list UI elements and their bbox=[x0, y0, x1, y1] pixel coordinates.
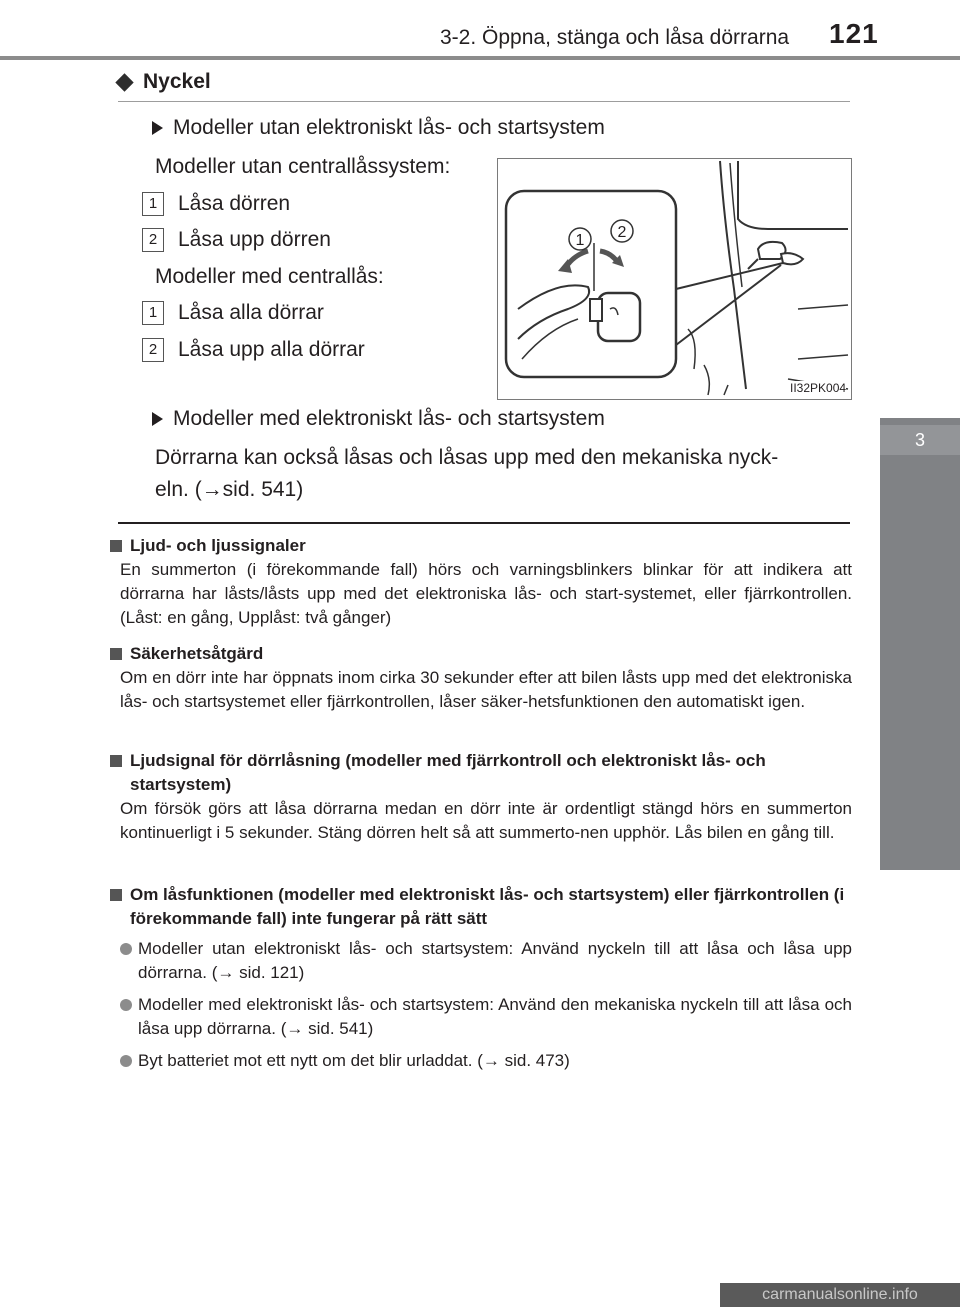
step-text: Låsa alla dörrar bbox=[178, 301, 324, 324]
key-illustration bbox=[497, 158, 852, 400]
step-unlock-door bbox=[142, 228, 331, 252]
square-bullet-icon bbox=[110, 540, 122, 552]
step-number: 1 bbox=[142, 192, 164, 216]
round-bullet-icon bbox=[120, 999, 132, 1011]
step-number: 1 bbox=[142, 301, 164, 325]
mechanical-key-text-1: Dörrarna kan också låsas och låsas upp med den mekaniska nyck- bbox=[155, 446, 779, 469]
side-tab-number: 3 bbox=[880, 425, 960, 455]
note-body: Om en dörr inte har öppnats inom cirka 30 sekunder efter att bilen låsts upp med det elektroniska lås- och startsystemet eller fjärrkontrollen, låser säker-hetsfunktionen den automatiskt igen. bbox=[120, 668, 852, 711]
section-title: Nyckel bbox=[143, 70, 211, 93]
section-rule bbox=[118, 101, 850, 102]
step-lock-all bbox=[142, 301, 324, 325]
illus-label-1: 1 bbox=[575, 232, 585, 249]
page-number: 121 bbox=[829, 18, 879, 49]
square-bullet-icon bbox=[110, 755, 122, 767]
step-number: 2 bbox=[142, 338, 164, 362]
round-bullet-icon bbox=[120, 1055, 132, 1067]
illus-label-2: 2 bbox=[617, 224, 627, 241]
note-title: Ljud- och ljussignaler bbox=[110, 534, 852, 558]
step-text: Låsa upp dörren bbox=[178, 228, 331, 251]
subsection-heading-1 bbox=[152, 116, 605, 140]
list-item: Byt batteriet mot ett nytt om det blir urladdat. (→ sid. 473) bbox=[110, 1049, 852, 1073]
note-safety bbox=[110, 642, 852, 714]
note-signals bbox=[110, 534, 852, 630]
subsection-heading-2 bbox=[152, 407, 605, 431]
note-title: Ljudsignal för dörrlåsning (modeller med fjärrkontroll och elektroniskt lås- och startsystem) bbox=[110, 749, 852, 797]
triangle-icon bbox=[152, 412, 163, 426]
note-body: Om försök görs att låsa dörrarna medan en dörr inte är ordentligt stängd hörs en summerton kontinuerligt i 5 sekunder. Stäng dörren helt så att summerto-nen upphör. Lås bilen en gång till. bbox=[120, 799, 852, 842]
side-tab-label: Funktionen hos respektive komponent bbox=[899, 927, 919, 1232]
side-tab[interactable] bbox=[880, 418, 960, 870]
square-bullet-icon bbox=[110, 648, 122, 660]
central-lock-label: Modeller med centrallås: bbox=[155, 265, 384, 288]
note-title: Om låsfunktionen (modeller med elektroniskt lås- och startsystem) eller fjärrkontrollen (i förekommande fall) inte fungerar på rätt sätt bbox=[110, 883, 852, 931]
step-number: 2 bbox=[142, 228, 164, 252]
note-lock-signal bbox=[110, 749, 852, 845]
step-unlock-all bbox=[142, 338, 365, 362]
square-bullet-icon bbox=[110, 889, 122, 901]
mechanical-key-text-2: eln. (→sid. 541) bbox=[155, 478, 304, 501]
step-text: Låsa dörren bbox=[178, 192, 291, 215]
note-malfunction bbox=[110, 883, 852, 1073]
triangle-icon bbox=[152, 121, 163, 135]
subsection-title-1: Modeller utan elektroniskt lås- och startsystem bbox=[173, 116, 605, 139]
note-body: En summerton (i förekommande fall) hörs och varningsblinkers blinkar för att indikera att dörrarna har låsts/låsts upp med det elektroniska lås- och start-systemet, eller fjärrkontrollen. (Låst: en gång, Upplåst: två gånger) bbox=[120, 560, 852, 627]
subsection-title-2: Modeller med elektroniskt lås- och startsystem bbox=[173, 407, 605, 430]
watermark[interactable]: carmanualsonline.info bbox=[720, 1283, 960, 1307]
step-lock-door bbox=[142, 192, 290, 216]
header-rule bbox=[0, 56, 960, 60]
illus-code: II32PK004 bbox=[790, 381, 847, 395]
list-item: Modeller utan elektroniskt lås- och startsystem: Använd nyckeln till att låsa och låsa upp dörrarna. (→ sid. 121) bbox=[110, 937, 852, 985]
diamond-icon bbox=[115, 73, 133, 91]
notes-separator bbox=[118, 522, 850, 524]
round-bullet-icon bbox=[120, 943, 132, 955]
section-heading bbox=[118, 70, 211, 94]
no-central-lock-label: Modeller utan centrallåssystem: bbox=[155, 155, 451, 178]
note-title: Säkerhetsåtgärd bbox=[110, 642, 852, 666]
chapter-title: 3-2. Öppna, stänga och låsa dörrarna bbox=[440, 26, 790, 49]
list-item: Modeller med elektroniskt lås- och startsystem: Använd den mekaniska nyckeln till att låsa och låsa upp dörrarna. (→ sid. 541) bbox=[110, 993, 852, 1041]
step-text: Låsa upp alla dörrar bbox=[178, 338, 365, 361]
car-door-key-drawing bbox=[498, 159, 851, 399]
